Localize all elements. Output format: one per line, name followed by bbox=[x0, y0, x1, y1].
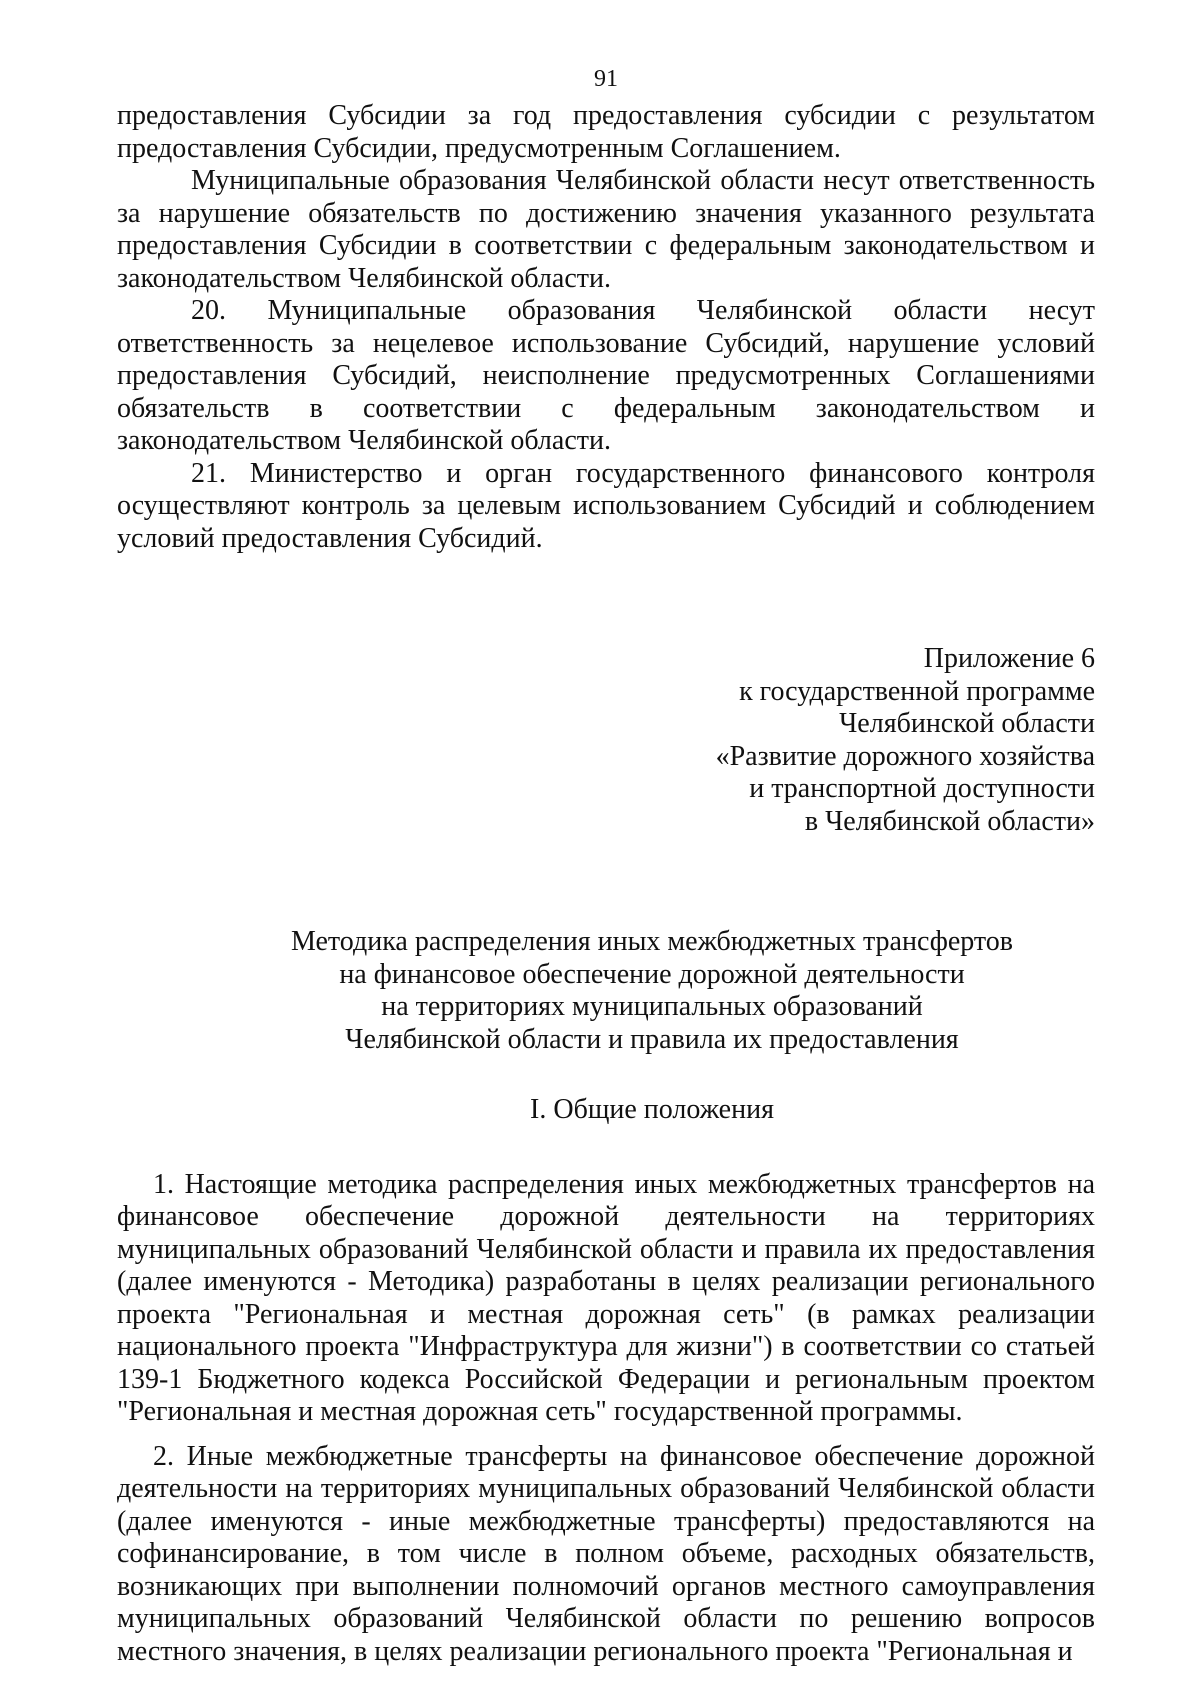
appendix-line: к государственной программе bbox=[739, 675, 1095, 707]
paragraph-item-2: 2. Иные межбюджетные трансферты на финансовое обеспечение дорожной деятельности на территориях муниципальных образований Челябинской области (далее именуются - иные межбюджетные трансферты) предоставляются на софинансирование, в том числе в полном объеме, расходных обязательств, возникающих при выполнении полномочий органов местного самоуправления муниципальных образований Челябинской области по решению вопросов местного значения, в целях реализации регионального проекта "Региональная и bbox=[117, 1440, 1095, 1667]
document-title bbox=[209, 926, 1095, 1056]
page-number: 91 bbox=[594, 66, 618, 92]
title-line: Методика распределения иных межбюджетных трансфертов bbox=[290, 926, 1014, 957]
title-line: Челябинской области и правила их предоставления bbox=[345, 1023, 959, 1055]
appendix-line: и транспортной доступности bbox=[749, 773, 1095, 804]
paragraph-item-1: 1. Настоящие методика распределения иных межбюджетных трансфертов на финансовое обеспечение дорожной деятельности на территориях муниципальных образований Челябинской области и правила их предоставления (далее именуются - Методика) разработаны в целях реализации регионального проекта "Региональная и местная дорожная сеть" (в рамках реализации национального проекта "Инфраструктура для жизни") в соответствии со статьей 139-1 Бюджетного кодекса Российской Федерации и региональным проектом "Региональная и местная дорожная сеть" государственной программы. bbox=[117, 1168, 1095, 1427]
appendix-header bbox=[117, 643, 1095, 838]
appendix-line: в Челябинской области» bbox=[804, 805, 1095, 837]
paragraph-item-20: 20. Муниципальные образования Челябинской области несут ответственность за нецелевое использование Субсидий, нарушение условий предоставления Субсидий, неисполнение предусмотренных Соглашениями обязательств в соответствии с федеральным законодательством и законодательством Челябинской области. bbox=[117, 295, 1095, 456]
appendix-line: Челябинской области bbox=[839, 708, 1095, 739]
appendix-line: Приложение 6 bbox=[923, 643, 1095, 674]
paragraph-continuation: предоставления Субсидии за год предоставления субсидии с результатом предоставления Субсидии, предусмотренным Соглашением. bbox=[117, 100, 1095, 164]
paragraph-item-21: 21. Министерство и орган государственного финансового контроля осуществляют контроль за целевым использованием Субсидий и соблюдением условий предоставления Субсидий. bbox=[117, 457, 1095, 554]
paragraph-responsibility: Муниципальные образования Челябинской области несут ответственность за нарушение обязательств по достижению значения указанного результата предоставления Субсидии в соответствии с федеральным законодательством и законодательством Челябинской области. bbox=[117, 165, 1095, 294]
document-page bbox=[117, 66, 1095, 1668]
appendix-line: «Развитие дорожного хозяйства bbox=[715, 740, 1095, 772]
section-heading: I. Общие положения bbox=[530, 1094, 774, 1125]
title-line: на финансовое обеспечение дорожной деятельности bbox=[339, 958, 965, 990]
title-line: на территориях муниципальных образований bbox=[381, 991, 923, 1022]
